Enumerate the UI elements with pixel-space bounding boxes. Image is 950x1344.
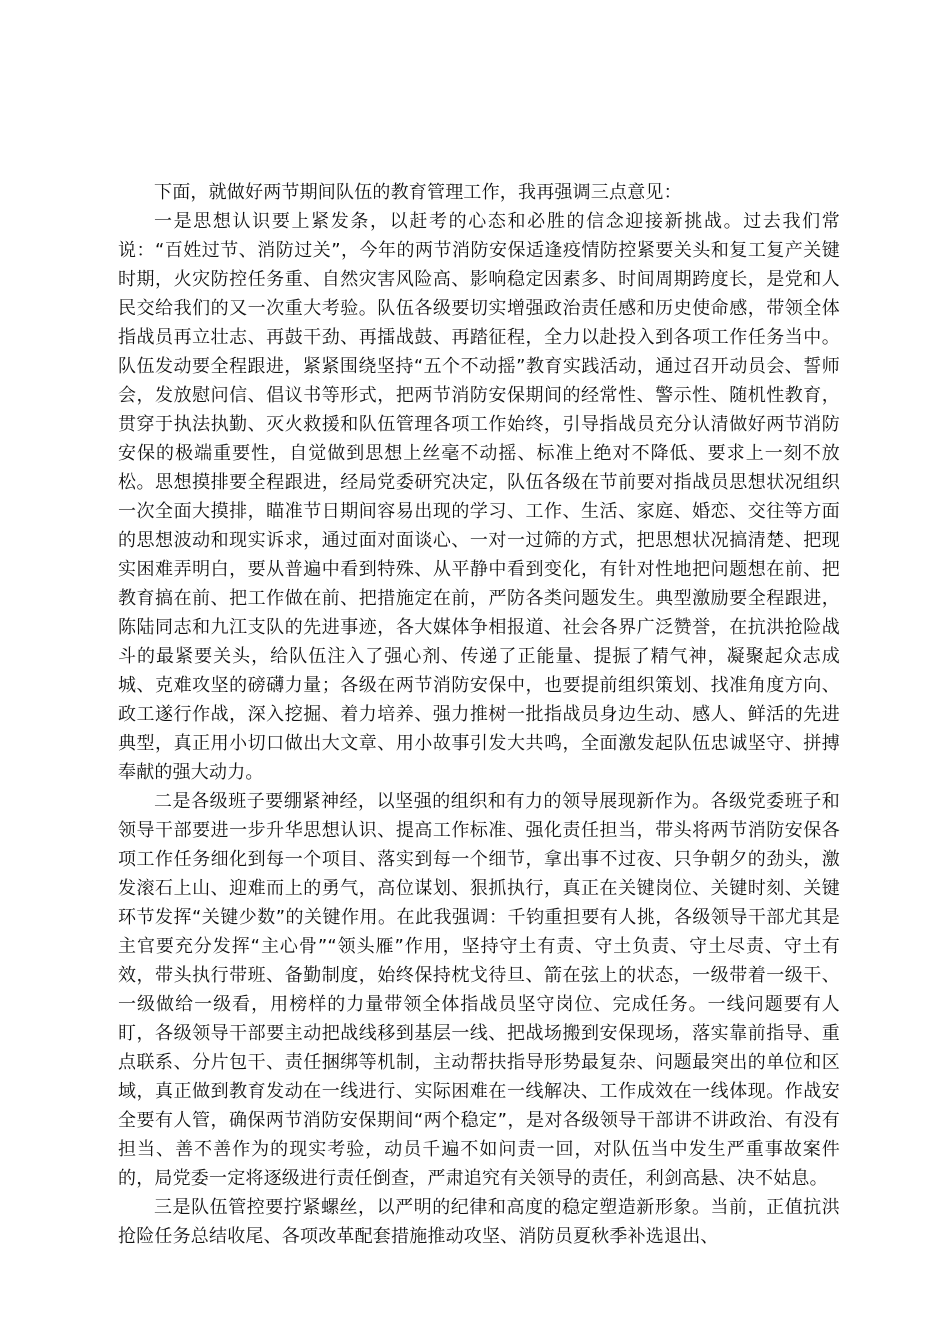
point-two-paragraph: 二是各级班子要绷紧神经，以坚强的组织和有力的领导展现新作为。各级党委班子和领导干部要进一步升华思想认识、提高工作标准、强化责任担当，带头将两节消防安保各项工作任务细化到每一个项目、落实到每一个细节，拿出事不过夜、只争朝夕的劲头，激发滚石上山、迎难而上的勇气，高位谋划、狠抓执行，真正在关键岗位、关键时刻、关键环节发挥“关键少数”的关键作用。在此我强调：千钧重担要有人挑，各级领导干部尤其是主官要充分发挥“主心骨”“领头雁”作用，坚持守土有责、守土负责、守土尽责、守土有效，带头执行带班、备勤制度，始终保持枕戈待旦、箭在弦上的状态，一级带着一级干、一级做给一级看，用榜样的力量带领全体指战员坚守岗位、完成任务。一线问题要有人盯，各级领导干部要主动把战线移到基层一线、把战场搬到安保现场，落实靠前指导、重点联系、分片包干、责任捆绑等机制，主动帮扶指导形势最复杂、问题最突出的单位和区域，真正做到教育发动在一线进行、实际困难在一线解决、工作成效在一线体现。作战安全要有人管，确保两节消防安保期间“两个稳定”，是对各级领导干部讲不讲政治、有没有担当、善不善作为的现实考验，动员千遍不如问责一回，对队伍当中发生严重事故案件的，局党委一定将逐级进行责任倒查，严肃追究有关领导的责任，利剑高悬、决不姑息。 [118,791,840,1189]
document-body [118,178,840,1251]
point-three-paragraph: 三是队伍管控要拧紧螺丝，以严明的纪律和高度的稳定塑造新形象。当前，正值抗洪抢险任务总结收尾、各项改革配套措施推动攻坚、消防员夏秋季补选退出、 [118,1197,840,1247]
intro-paragraph: 下面，就做好两节期间队伍的教育管理工作，我再强调三点意见： [154,182,682,203]
point-one-paragraph: 一是思想认识要上紧发条，以赶考的心态和必胜的信念迎接新挑战。过去我们常说：“百姓过节、消防过关”，今年的两节消防安保适逢疫情防控紧要关头和复工复产关键时期，火灾防控任务重、自然灾害风险高、影响稳定因素多、时间周期跨度长，是党和人民交给我们的又一次重大考验。队伍各级要切实增强政治责任感和历史使命感，带领全体指战员再立壮志、再鼓干劲、再擂战鼓、再踏征程，全力以赴投入到各项工作任务当中。队伍发动要全程跟进，紧紧围绕坚持“五个不动摇”教育实践活动，通过召开动员会、誓师会，发放慰问信、倡议书等形式，把两节消防安保期间的经常性、警示性、随机性教育，贯穿于执法执勤、灭火救援和队伍管理各项工作始终，引导指战员充分认清做好两节消防安保的极端重要性，自觉做到思想上丝毫不动摇、标准上绝对不降低、要求上一刻不放松。思想摸排要全程跟进，经局党委研究决定，队伍各级在节前要对指战员思想状况组织一次全面大摸排，瞄准节日期间容易出现的学习、工作、生活、家庭、婚恋、交往等方面的思想波动和现实诉求，通过面对面谈心、一对一过筛的方式，把思想状况搞清楚、把现实困难弄明白，要从普遍中看到特殊、从平静中看到变化，有针对性地把问题想在前、把教育搞在前、把工作做在前、把措施定在前，严防各类问题发生。典型激励要全程跟进，陈陆同志和九江支队的先进事迹，各大媒体争相报道、社会各界广泛赞誉，在抗洪抢险战斗的最紧要关头，给队伍注入了强心剂、传递了正能量、提振了精气神，凝聚起众志成城、克难攻坚的磅礴力量；各级在两节消防安保中，也要提前组织策划、找准角度方向、政工遂行作战，深入挖掘、着力培养、强力推树一批指战员身边生动、感人、鲜活的先进典型，真正用小切口做出大文章、用小故事引发大共鸣，全面激发起队伍忠诚坚守、拼搏奉献的强大动力。 [118,211,840,783]
